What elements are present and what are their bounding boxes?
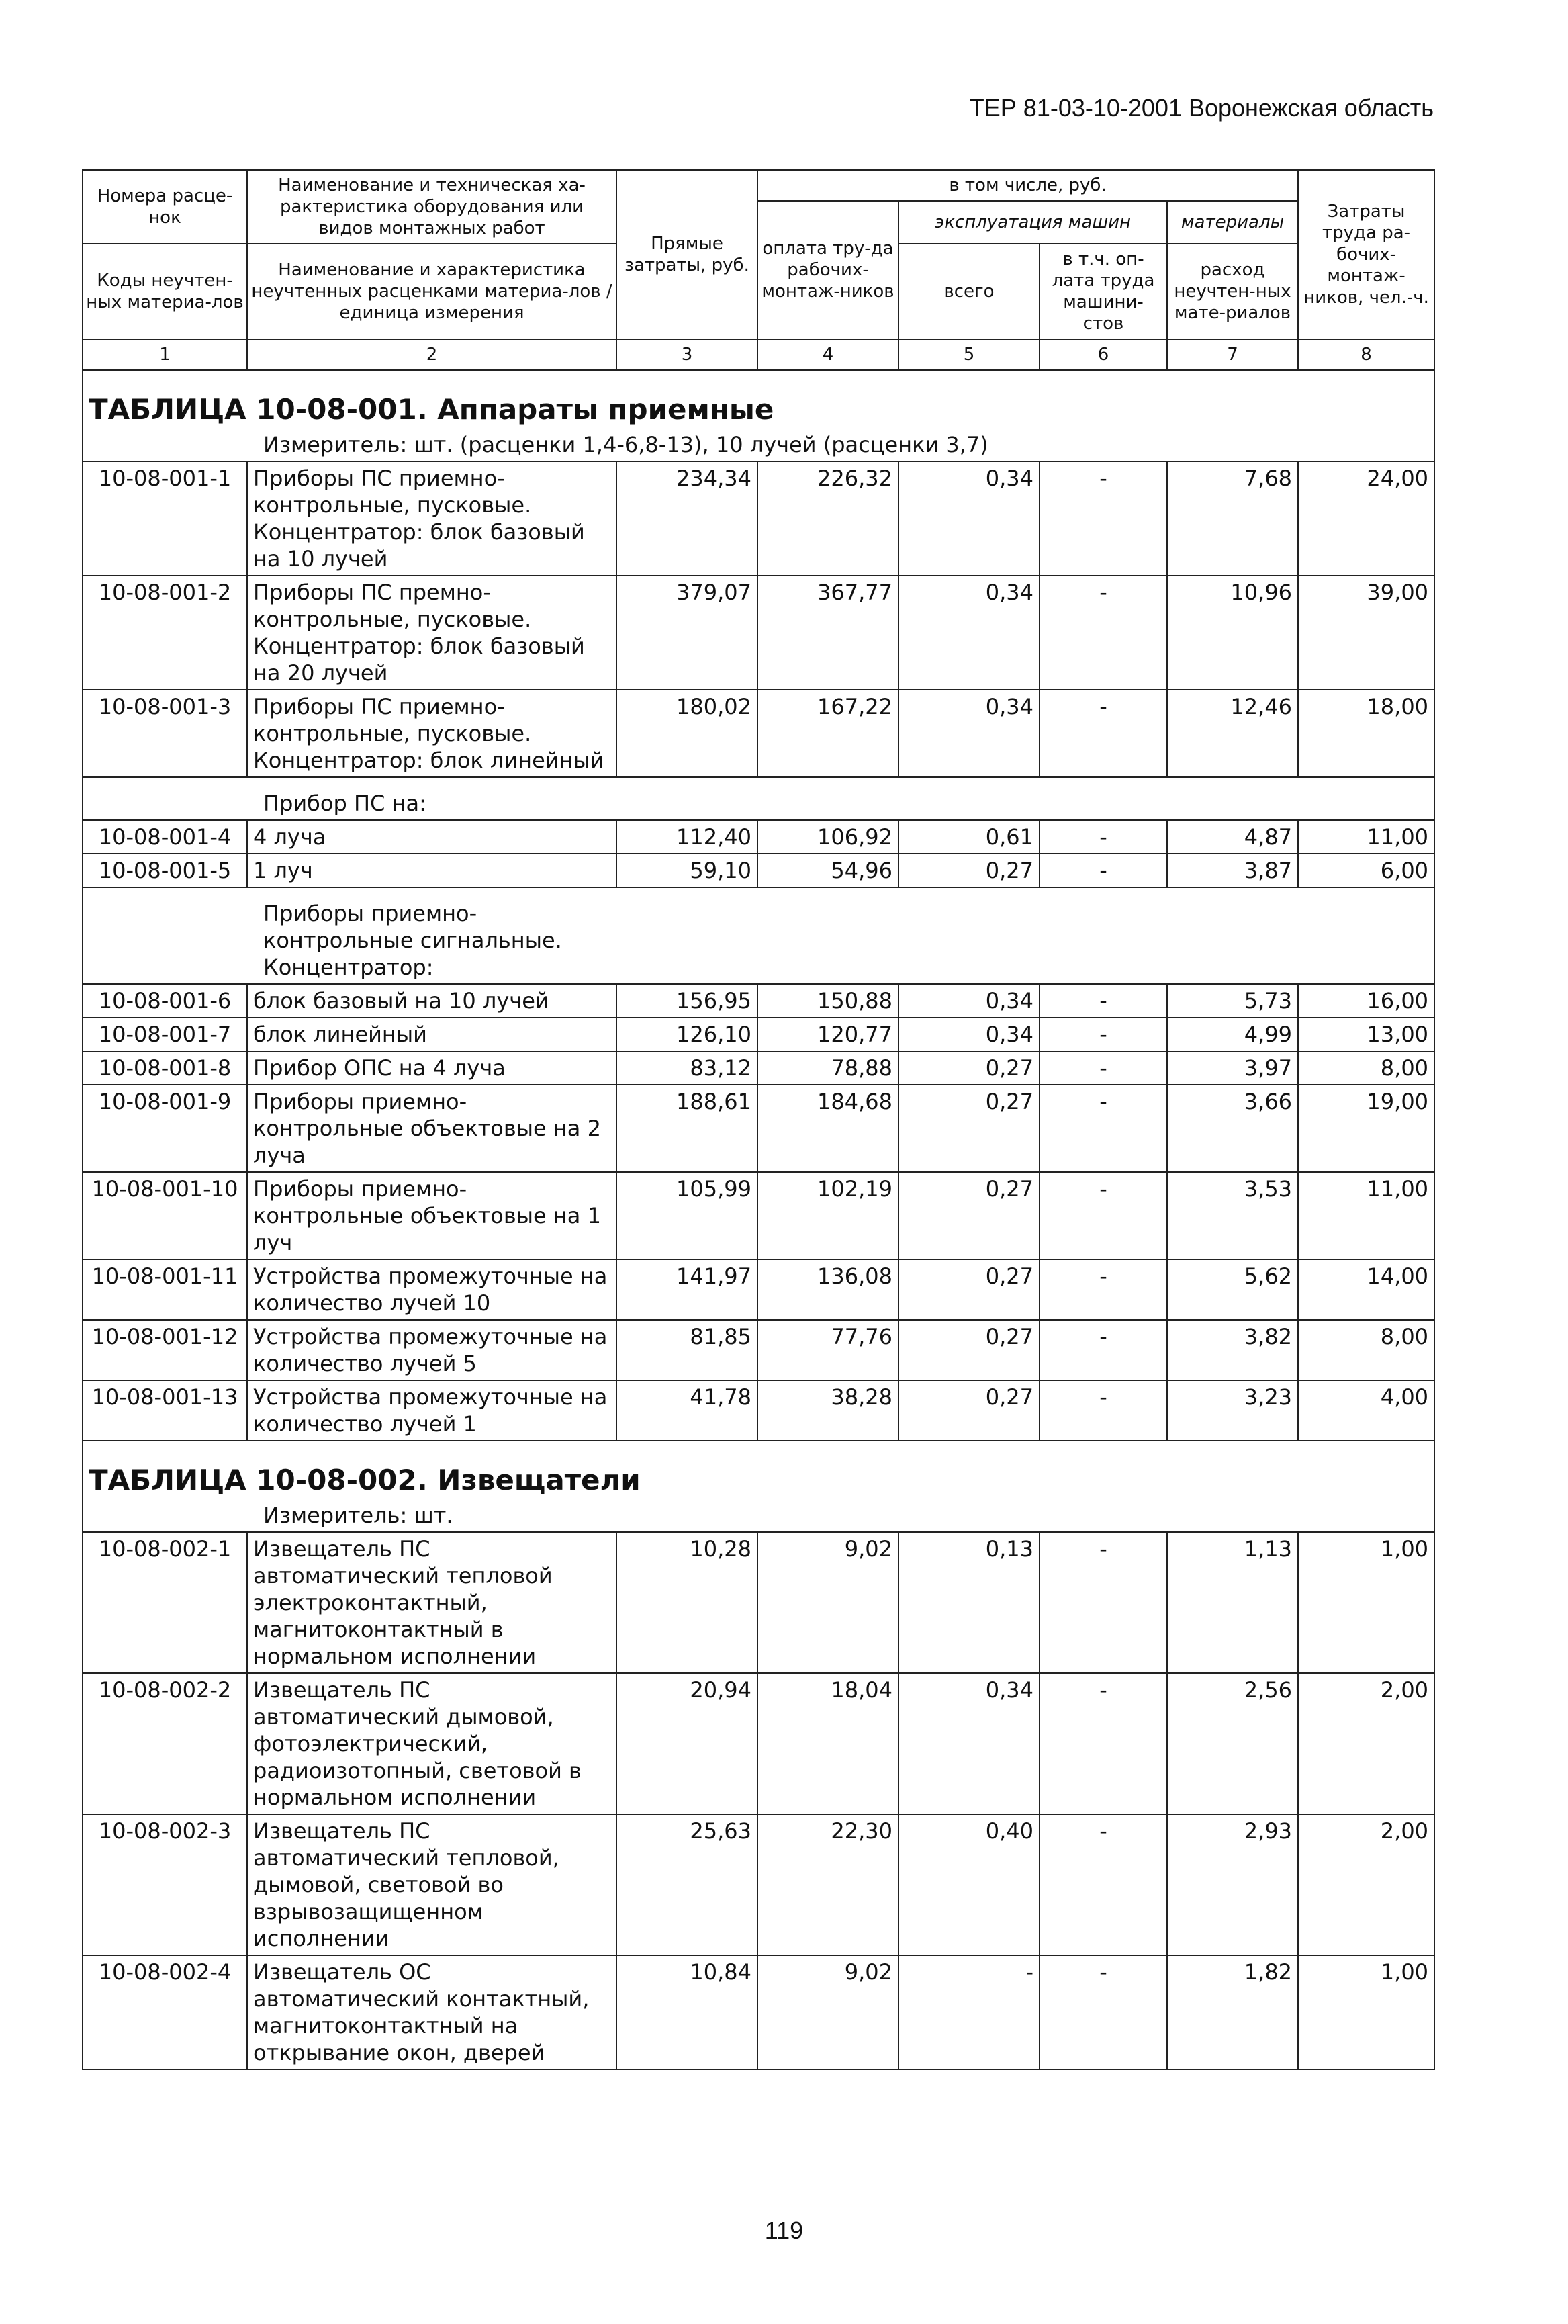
rate-name-cell: Приборы приемно-контрольные объектовые на 2 луча [247, 1085, 616, 1172]
labor-hours-cell: 8,00 [1298, 1320, 1434, 1380]
col-header-machinist-wages: в т.ч. оп-лата труда машини-стов [1040, 244, 1167, 339]
direct-costs-cell: 83,12 [616, 1051, 757, 1085]
material-usage-cell: 3,66 [1167, 1085, 1298, 1172]
machines-total-cell: 0,27 [898, 1320, 1040, 1380]
rate-code-cell: 10-08-001-3 [83, 690, 247, 777]
labor-hours-cell: 1,00 [1298, 1532, 1434, 1673]
machinist-wages-cell: - [1040, 1018, 1167, 1051]
machinist-wages-cell: - [1040, 1051, 1167, 1085]
material-usage-cell: 3,87 [1167, 854, 1298, 887]
material-usage-cell: 2,93 [1167, 1814, 1298, 1955]
col-header-including: в том числе, руб. [757, 170, 1298, 201]
rate-name-cell: блок базовый на 10 лучей [247, 984, 616, 1018]
material-usage-cell: 3,23 [1167, 1380, 1298, 1441]
machinist-wages-cell: - [1040, 1380, 1167, 1441]
wages-cell: 38,28 [757, 1380, 898, 1441]
direct-costs-cell: 81,85 [616, 1320, 757, 1380]
rate-code-cell: 10-08-002-3 [83, 1814, 247, 1955]
wages-cell: 120,77 [757, 1018, 898, 1051]
direct-costs-cell: 10,84 [616, 1955, 757, 2069]
machinist-wages-cell: - [1040, 461, 1167, 576]
col-num-7: 7 [1167, 339, 1298, 370]
machinist-wages-cell: - [1040, 1814, 1167, 1955]
rate-code-cell: 10-08-001-10 [83, 1172, 247, 1259]
rate-name-cell: Прибор ОПС на 4 луча [247, 1051, 616, 1085]
machines-total-cell: 0,34 [898, 690, 1040, 777]
col-num-1: 1 [83, 339, 247, 370]
machinist-wages-cell: - [1040, 1955, 1167, 2069]
material-usage-cell: 4,99 [1167, 1018, 1298, 1051]
rate-name-cell: 4 луча [247, 820, 616, 854]
machinist-wages-cell: - [1040, 1085, 1167, 1172]
material-usage-cell: 3,53 [1167, 1172, 1298, 1259]
rate-code-cell: 10-08-002-1 [83, 1532, 247, 1673]
subheading-device-ps: Прибор ПС на: [263, 791, 426, 816]
wages-cell: 54,96 [757, 854, 898, 887]
machines-total-cell: 0,27 [898, 1259, 1040, 1320]
table-row [83, 1018, 1434, 1051]
rate-name-cell: Устройства промежуточные на количество лучей 1 [247, 1380, 616, 1441]
material-usage-cell: 3,97 [1167, 1051, 1298, 1085]
rate-code-cell: 10-08-001-4 [83, 820, 247, 854]
table-row [83, 1259, 1434, 1320]
machines-total-cell: 0,27 [898, 1051, 1040, 1085]
rate-code-cell: 10-08-001-7 [83, 1018, 247, 1051]
wages-cell: 78,88 [757, 1051, 898, 1085]
col-header-material-codes: Коды неучтен-ных материа-лов [83, 244, 247, 339]
rate-code-cell: 10-08-002-4 [83, 1955, 247, 2069]
labor-hours-cell: 2,00 [1298, 1673, 1434, 1814]
rate-name-cell: Извещатель ПС автоматический тепловой электроконтактный, магнитоконтактный в нормальном исполнении [247, 1532, 616, 1673]
labor-hours-cell: 8,00 [1298, 1051, 1434, 1085]
machinist-wages-cell: - [1040, 854, 1167, 887]
wages-cell: 9,02 [757, 1532, 898, 1673]
direct-costs-cell: 59,10 [616, 854, 757, 887]
material-usage-cell: 2,56 [1167, 1673, 1298, 1814]
rate-name-cell: Приборы ПС премно-контрольные, пусковые. Концентратор: блок базовый на 20 лучей [247, 576, 616, 690]
machinist-wages-cell: - [1040, 820, 1167, 854]
machines-total-cell: 0,34 [898, 984, 1040, 1018]
machines-total-cell: - [898, 1955, 1040, 2069]
rate-code-cell: 10-08-001-12 [83, 1320, 247, 1380]
material-usage-cell: 5,73 [1167, 984, 1298, 1018]
machinist-wages-cell: - [1040, 576, 1167, 690]
col-header-materials: материалы [1167, 201, 1298, 244]
wages-cell: 150,88 [757, 984, 898, 1018]
direct-costs-cell: 25,63 [616, 1814, 757, 1955]
section-measure-10-08-002: Измеритель: шт. [263, 1503, 453, 1528]
labor-hours-cell: 13,00 [1298, 1018, 1434, 1051]
labor-hours-cell: 4,00 [1298, 1380, 1434, 1441]
machinist-wages-cell: - [1040, 1320, 1167, 1380]
rate-name-cell: Извещатель ПС автоматический тепловой, дымовой, световой во взрывозащищенном исполнении [247, 1814, 616, 1955]
material-usage-cell: 5,62 [1167, 1259, 1298, 1320]
rate-code-cell: 10-08-001-11 [83, 1259, 247, 1320]
material-usage-cell: 7,68 [1167, 461, 1298, 576]
rate-name-cell: Устройства промежуточные на количество лучей 5 [247, 1320, 616, 1380]
labor-hours-cell: 11,00 [1298, 1172, 1434, 1259]
rates-table [82, 169, 1435, 2070]
col-num-4: 4 [757, 339, 898, 370]
col-header-machines-total: всего [898, 244, 1040, 339]
labor-hours-cell: 14,00 [1298, 1259, 1434, 1320]
machinist-wages-cell: - [1040, 1532, 1167, 1673]
rate-name-cell: Приборы ПС приемно-контрольные, пусковые. Концентратор: блок линейный [247, 690, 616, 777]
table-row [83, 1172, 1434, 1259]
machinist-wages-cell: - [1040, 1172, 1167, 1259]
rate-code-cell: 10-08-001-1 [83, 461, 247, 576]
col-header-labor-hours: Затраты труда ра-бочих-монтаж-ников, чел.-ч. [1298, 170, 1434, 339]
machinist-wages-cell: - [1040, 984, 1167, 1018]
material-usage-cell: 1,13 [1167, 1532, 1298, 1673]
col-header-material-name: Наименование и характеристика неучтенных расценками материа-лов / единица измерения [247, 244, 616, 339]
table-row [83, 1320, 1434, 1380]
material-usage-cell: 1,82 [1167, 1955, 1298, 2069]
machines-total-cell: 0,34 [898, 461, 1040, 576]
machines-total-cell: 0,27 [898, 1085, 1040, 1172]
machinist-wages-cell: - [1040, 1259, 1167, 1320]
machines-total-cell: 0,61 [898, 820, 1040, 854]
subheading-row [83, 887, 1434, 984]
rate-name-cell: 1 луч [247, 854, 616, 887]
rate-name-cell: Извещатель ПС автоматический дымовой, фотоэлектрический, радиоизотопный, световой в нормальном исполнении [247, 1673, 616, 1814]
col-header-direct-costs: Прямые затраты, руб. [616, 170, 757, 339]
page-number: 119 [764, 2217, 804, 2244]
section-title-row [83, 370, 1434, 461]
rate-name-cell: блок линейный [247, 1018, 616, 1051]
subheading-row [83, 777, 1434, 820]
table-row [83, 576, 1434, 690]
table-row [83, 1380, 1434, 1441]
labor-hours-cell: 2,00 [1298, 1814, 1434, 1955]
direct-costs-cell: 41,78 [616, 1380, 757, 1441]
table-row [83, 820, 1434, 854]
col-num-5: 5 [898, 339, 1040, 370]
labor-hours-cell: 16,00 [1298, 984, 1434, 1018]
rate-code-cell: 10-08-001-9 [83, 1085, 247, 1172]
wages-cell: 22,30 [757, 1814, 898, 1955]
labor-hours-cell: 39,00 [1298, 576, 1434, 690]
wages-cell: 102,19 [757, 1172, 898, 1259]
rate-name-cell: Приборы приемно-контрольные объектовые на 1 луч [247, 1172, 616, 1259]
column-number-row [83, 339, 1434, 370]
wages-cell: 18,04 [757, 1673, 898, 1814]
wages-cell: 226,32 [757, 461, 898, 576]
direct-costs-cell: 10,28 [616, 1532, 757, 1673]
wages-cell: 106,92 [757, 820, 898, 854]
rate-name-cell: Извещатель ОС автоматический контактный, магнитоконтактный на открывание окон, дверей [247, 1955, 616, 2069]
table-row [83, 1955, 1434, 2069]
machinist-wages-cell: - [1040, 690, 1167, 777]
table-row [83, 1085, 1434, 1172]
machinist-wages-cell: - [1040, 1673, 1167, 1814]
wages-cell: 167,22 [757, 690, 898, 777]
machines-total-cell: 0,34 [898, 576, 1040, 690]
col-header-machines: эксплуатация машин [898, 201, 1167, 244]
table-row [83, 461, 1434, 576]
wages-cell: 367,77 [757, 576, 898, 690]
section-measure-10-08-001: Измеритель: шт. (расценки 1,4-6,8-13), 10 лучей (расценки 3,7) [263, 432, 988, 457]
rate-code-cell: 10-08-001-6 [83, 984, 247, 1018]
material-usage-cell: 4,87 [1167, 820, 1298, 854]
table-row [83, 984, 1434, 1018]
col-header-wages: оплата тру-да рабочих-монтаж-ников [757, 201, 898, 339]
material-usage-cell: 12,46 [1167, 690, 1298, 777]
col-num-2: 2 [247, 339, 616, 370]
rate-code-cell: 10-08-001-8 [83, 1051, 247, 1085]
table-row [83, 1532, 1434, 1673]
direct-costs-cell: 188,61 [616, 1085, 757, 1172]
direct-costs-cell: 234,34 [616, 461, 757, 576]
direct-costs-cell: 379,07 [616, 576, 757, 690]
direct-costs-cell: 156,95 [616, 984, 757, 1018]
machines-total-cell: 0,27 [898, 854, 1040, 887]
material-usage-cell: 3,82 [1167, 1320, 1298, 1380]
material-usage-cell: 10,96 [1167, 576, 1298, 690]
machines-total-cell: 0,27 [898, 1172, 1040, 1259]
machines-total-cell: 0,34 [898, 1018, 1040, 1051]
section-title-10-08-002: ТАБЛИЦА 10-08-002. Извещатели [89, 1464, 641, 1496]
subheading-signal-devices: Приборы приемно-контрольные сигнальные. Концентратор: [263, 901, 562, 980]
section-title-10-08-001: ТАБЛИЦА 10-08-001. Аппараты приемные [89, 393, 774, 426]
document-header-title: ТЕР 81-03-10-2001 Воронежская область [969, 94, 1434, 122]
direct-costs-cell: 141,97 [616, 1259, 757, 1320]
machines-total-cell: 0,34 [898, 1673, 1040, 1814]
labor-hours-cell: 1,00 [1298, 1955, 1434, 2069]
direct-costs-cell: 126,10 [616, 1018, 757, 1051]
table-row [83, 1673, 1434, 1814]
table-row [83, 690, 1434, 777]
wages-cell: 9,02 [757, 1955, 898, 2069]
labor-hours-cell: 6,00 [1298, 854, 1434, 887]
section-title-row [83, 1441, 1434, 1532]
col-header-codes: Номера расце-нок [83, 170, 247, 244]
wages-cell: 184,68 [757, 1085, 898, 1172]
table-row [83, 854, 1434, 887]
labor-hours-cell: 24,00 [1298, 461, 1434, 576]
col-num-8: 8 [1298, 339, 1434, 370]
machines-total-cell: 0,13 [898, 1532, 1040, 1673]
direct-costs-cell: 105,99 [616, 1172, 757, 1259]
direct-costs-cell: 180,02 [616, 690, 757, 777]
table-row [83, 1814, 1434, 1955]
direct-costs-cell: 20,94 [616, 1673, 757, 1814]
labor-hours-cell: 19,00 [1298, 1085, 1434, 1172]
direct-costs-cell: 112,40 [616, 820, 757, 854]
table-row [83, 1051, 1434, 1085]
rate-code-cell: 10-08-001-2 [83, 576, 247, 690]
rate-name-cell: Устройства промежуточные на количество лучей 10 [247, 1259, 616, 1320]
rate-code-cell: 10-08-002-2 [83, 1673, 247, 1814]
col-header-material-usage: расход неучтен-ных мате-риалов [1167, 244, 1298, 339]
rate-code-cell: 10-08-001-5 [83, 854, 247, 887]
col-num-6: 6 [1040, 339, 1167, 370]
machines-total-cell: 0,40 [898, 1814, 1040, 1955]
col-num-3: 3 [616, 339, 757, 370]
header-row-1 [83, 170, 1434, 201]
labor-hours-cell: 18,00 [1298, 690, 1434, 777]
rate-code-cell: 10-08-001-13 [83, 1380, 247, 1441]
rate-name-cell: Приборы ПС приемно-контрольные, пусковые. Концентратор: блок базовый на 10 лучей [247, 461, 616, 576]
labor-hours-cell: 11,00 [1298, 820, 1434, 854]
col-header-name: Наименование и техническая ха-рактеристика оборудования или видов монтажных работ [247, 170, 616, 244]
wages-cell: 136,08 [757, 1259, 898, 1320]
wages-cell: 77,76 [757, 1320, 898, 1380]
machines-total-cell: 0,27 [898, 1380, 1040, 1441]
